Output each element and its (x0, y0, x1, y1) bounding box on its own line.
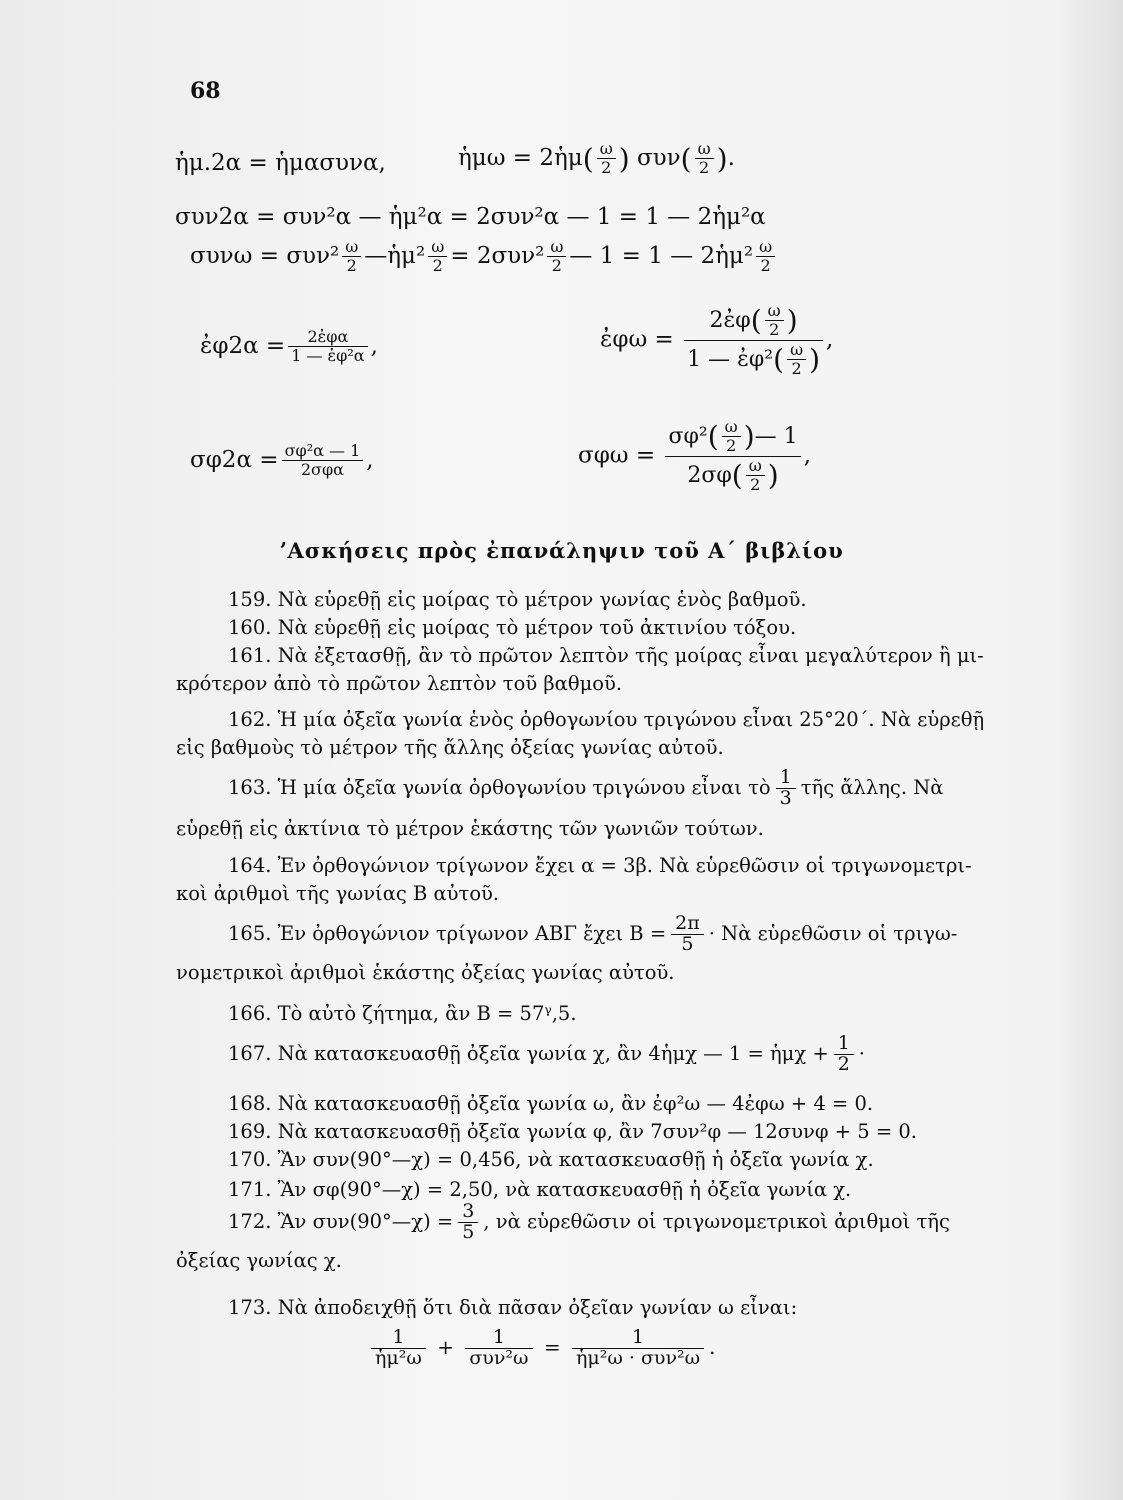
exercise-165: 165. Ἐν ὀρθογώνιον τρίγωνον ΑΒΓ ἔχει Β = $\frac{2\pi}{5}$ · Νὰ εὑρεθῶσιν οἱ τριγω- νομετρικοὶ ἀριθμοὶ ἑκάστης ὀξείας γωνίας αὐτοῦ. (176, 912, 958, 984)
section-heading: ʼΑσκήσεις πρὸς ἐπανάληψιν τοῦ Α΄ βιβλίου (279, 538, 844, 563)
exercise-172: 172. Ἂν συν(90°—χ) = $\frac{3}{5}$ , νὰ εὑρεθῶσιν οἱ τριγωνομετρικοὶ ἀριθμοὶ τῆς ὀξείας γωνίας χ. (176, 1200, 950, 1272)
exercise-161: 161. Νὰ ἐξετασθῇ, ἂν τὸ πρῶτον λεπτὸν τῆς μοίρας εἶναι μεγαλύτερον ἢ μι- κρότερον ἀπὸ τὸ πρῶτον λεπτὸν τοῦ βαθμοῦ. (176, 644, 984, 695)
exercise-173: 173. Νὰ ἀποδειχθῇ ὅτι διὰ πᾶσαν ὀξεῖαν γωνίαν ω εἶναι: $\frac{1}{\text{ἡμ²ω}}$ + 1 συν²ω = 1 ἡμ²ω · συν²ω . (176, 1294, 1046, 1369)
exercise-162: 162. Ἡ μία ὀξεῖα γωνία ἑνὸς ὀρθογωνίου τριγώνου εἶναι 25°20΄. Νὰ εὑρεθῇ εἰς βαθμοὺς τὸ μέτρον τῆς ἄλλης ὀξείας γωνίας αὐτοῦ. (176, 708, 985, 759)
exercise-167: 167. Νὰ κατασκευασθῇ ὀξεῖα γωνία χ, ἂν 4ἡμχ — 1 = ἡμχ + $\frac{1}{2}$ · (228, 1032, 865, 1075)
formula-identity-173: $\frac{1}{\text{ἡμ²ω}}$ + 1 συν²ω = 1 ἡμ²ω · συν²ω . (176, 1328, 1046, 1369)
formula-row-1 (175, 150, 386, 176)
page-edge-shadow (1053, 0, 1123, 1500)
formula-tanw: ἐφω = 2ἐφ( $\frac{\omega}{2}$ ) 1 — ἐφ²( $\frac{\omega}{2}$ ) , (600, 301, 834, 379)
exercise-163: 163. Ἡ μία ὀξεῖα γωνία ὀρθογωνίου τριγώνου εἶναι τὸ $\frac{1}{3}$ τῆς ἄλλης. Νὰ εὑρεθῇ εἰς ἀκτίνια τὸ μέτρον ἑκάστης τῶν γωνιῶν τούτων. (176, 766, 944, 840)
exercise-171: 171. Ἂν σφ(90°—χ) = 2,50, νὰ κατασκευασθῇ ἡ ὀξεῖα γωνία χ. (228, 1178, 852, 1201)
formula-cotw: σφω = σφ²( $\frac{\omega}{2}$ )— 1 2σφ( $\frac{\omega}{2}$ ) , (578, 417, 811, 495)
exercise-159: 159. Νὰ εὑρεθῇ εἰς μοίρας τὸ μέτρον γωνίας ἑνὸς βαθμοῦ. (228, 588, 807, 611)
exercise-160: 160. Νὰ εὑρεθῇ εἰς μοίρας τὸ μέτρον τοῦ ἀκτινίου τόξου. (228, 616, 797, 639)
formula-sinw: ἡμω = 2ἡμ( $\frac{\omega}{2}$ ) συν( $\frac{\omega}{2}$ ). (458, 139, 735, 178)
fraction-w-2: $\frac{\omega}{2}$ (695, 140, 714, 178)
exercise-170: 170. Ἂν συν(90°—χ) = 0,456, νὰ κατασκευασθῇ ἡ ὀξεῖα γωνία χ. (228, 1148, 874, 1171)
formula-sin2a: ἡμ.2α = ἡμασυνα, (175, 150, 386, 176)
formula-tan2a: ἐφ2α = 2ἐφα 1 — ἐφ²α , (200, 327, 378, 366)
exercise-166: 166. Τὸ αὐτὸ ζήτημα, ἂν Β = 57ᵞ,5. (228, 1002, 577, 1025)
fraction-w-2: $\frac{\omega}{2}$ (597, 140, 616, 178)
page-number: 68 (190, 78, 221, 104)
formula-cosw: συνω = συν² $\frac{\omega}{2}$ —ἡμ² $\frac{\omega}{2}$ = 2συν² $\frac{\omega}{2}$ — 1 = 1 — 2ἡμ² $\frac{\omega}{2}$ (190, 238, 778, 276)
exercise-169: 169. Νὰ κατασκευασθῇ ὀξεῖα γωνία φ, ἂν 7συν²φ — 12συνφ + 5 = 0. (228, 1120, 917, 1143)
formula-cot2a: σφ2α = σφ²α — 1 2σφα , (190, 441, 374, 480)
formula-cos2a: συν2α = συν²α — ἡμ²α = 2συν²α — 1 = 1 — 2ἡμ²α (175, 204, 766, 230)
exercise-168: 168. Νὰ κατασκευασθῇ ὀξεῖα γωνία ω, ἂν ἐφ²ω — 4ἐφω + 4 = 0. (228, 1092, 874, 1115)
exercise-164: 164. Ἐν ὀρθογώνιον τρίγωνον ἔχει α = 3β. Νὰ εὑρεθῶσιν οἱ τριγωνομετρι- κοὶ ἀριθμοὶ τῆς γωνίας Β αὐτοῦ. (176, 854, 972, 905)
